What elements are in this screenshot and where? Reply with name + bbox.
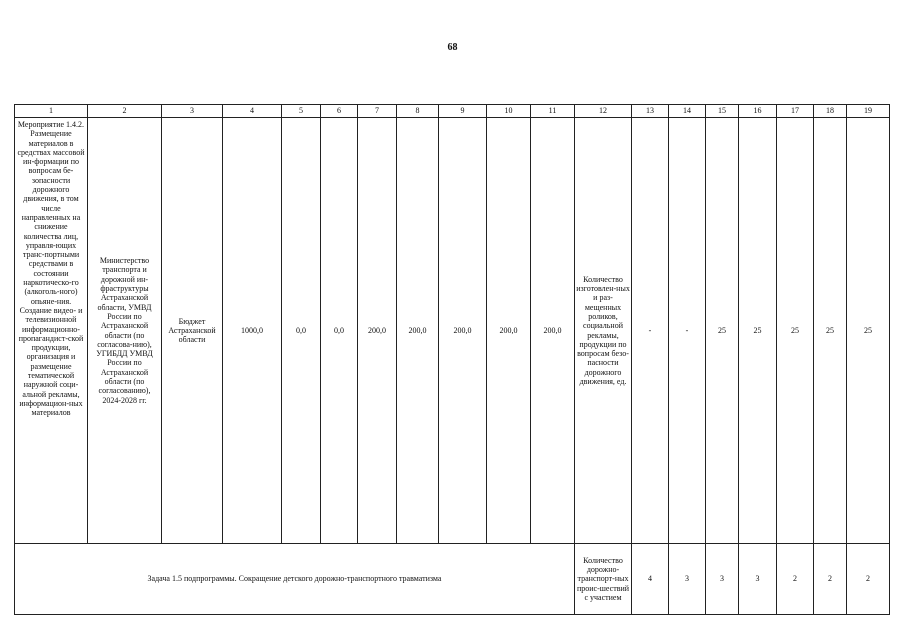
measure-name-cell [15, 118, 88, 544]
value-cell: 200,0 [487, 118, 531, 544]
header-cell: 13 [632, 105, 669, 118]
value-cell: 3 [739, 544, 777, 615]
header-cell: 4 [223, 105, 282, 118]
program-table [14, 104, 890, 615]
executor: Министерство транспорта и дорожной ин-фраструктуры Астраханской области, УМВД России по Астраханской области (по согласова-нию), УГИБДД УМВД России по Астраханской области (по согласованию), 2024-2028 гг. [96, 256, 153, 405]
header-cell: 1 [15, 105, 88, 118]
header-cell: 18 [814, 105, 847, 118]
value-cell: 25 [777, 118, 814, 544]
header-cell: 10 [487, 105, 531, 118]
value-cell: 200,0 [397, 118, 439, 544]
value-cell: 200,0 [439, 118, 487, 544]
header-cell: 16 [739, 105, 777, 118]
measure-name: Мероприятие 1.4.2. Размещение материалов в средствах массовой ин-формации по вопросам бе-зопасности дорожного движения, в том числе направленных на снижение количества лиц, управля-ющих транс-портными средствами в состоянии наркотическо-го (алкоголь-ного) опьяне-ния. Создание видео- и телевизионной информационно-пропагандист-ской продукции, организация и размещение тематической наружной соци-альной рекламы, информацион-ных материалов [17, 120, 85, 418]
funding-source: Бюджет Астраханской области [168, 316, 216, 345]
header-cell: 3 [162, 105, 223, 118]
measure-row [15, 118, 890, 544]
header-cell: 2 [88, 105, 162, 118]
task-row [15, 544, 890, 615]
header-cell: 5 [282, 105, 321, 118]
header-cell: 17 [777, 105, 814, 118]
value-cell: 4 [632, 544, 669, 615]
total-cell: 1000,0 [223, 118, 282, 544]
executor-cell [88, 118, 162, 544]
header-cell: 7 [358, 105, 397, 118]
header-cell: 12 [575, 105, 632, 118]
value-cell: 25 [706, 118, 739, 544]
value-cell: 2 [847, 544, 890, 615]
header-row [15, 105, 890, 118]
indicator-cell [575, 118, 632, 544]
value-cell: 2 [814, 544, 847, 615]
value-cell: 200,0 [358, 118, 397, 544]
header-cell: 14 [669, 105, 706, 118]
header-cell: 11 [531, 105, 575, 118]
indicator: Количество дорожно-транспорт-ных проис-шествий с участием [576, 555, 630, 602]
page-number: 68 [447, 42, 458, 53]
header-cell: 8 [397, 105, 439, 118]
header-cell: 6 [321, 105, 358, 118]
indicator: Количество изготовлен-ных и раз-мещенных роликов, социальной рекламы, продукции по вопросам безо-пасности дорожного движения, ед. [576, 274, 630, 386]
value-cell: 3 [706, 544, 739, 615]
value-cell: 3 [669, 544, 706, 615]
value-cell: 200,0 [531, 118, 575, 544]
source-cell [162, 118, 223, 544]
value-cell: - [669, 118, 706, 544]
value-cell: 25 [814, 118, 847, 544]
indicator-cell [575, 544, 632, 615]
header-cell: 19 [847, 105, 890, 118]
header-cell: 9 [439, 105, 487, 118]
value-cell: 2 [777, 544, 814, 615]
value-cell: 25 [739, 118, 777, 544]
task-title: Задача 1.5 подпрограммы. Сокращение детского дорожно-транспортного травматизма [15, 544, 575, 615]
header-cell: 15 [706, 105, 739, 118]
value-cell: 0,0 [321, 118, 358, 544]
value-cell: - [632, 118, 669, 544]
value-cell: 25 [847, 118, 890, 544]
value-cell: 0,0 [282, 118, 321, 544]
